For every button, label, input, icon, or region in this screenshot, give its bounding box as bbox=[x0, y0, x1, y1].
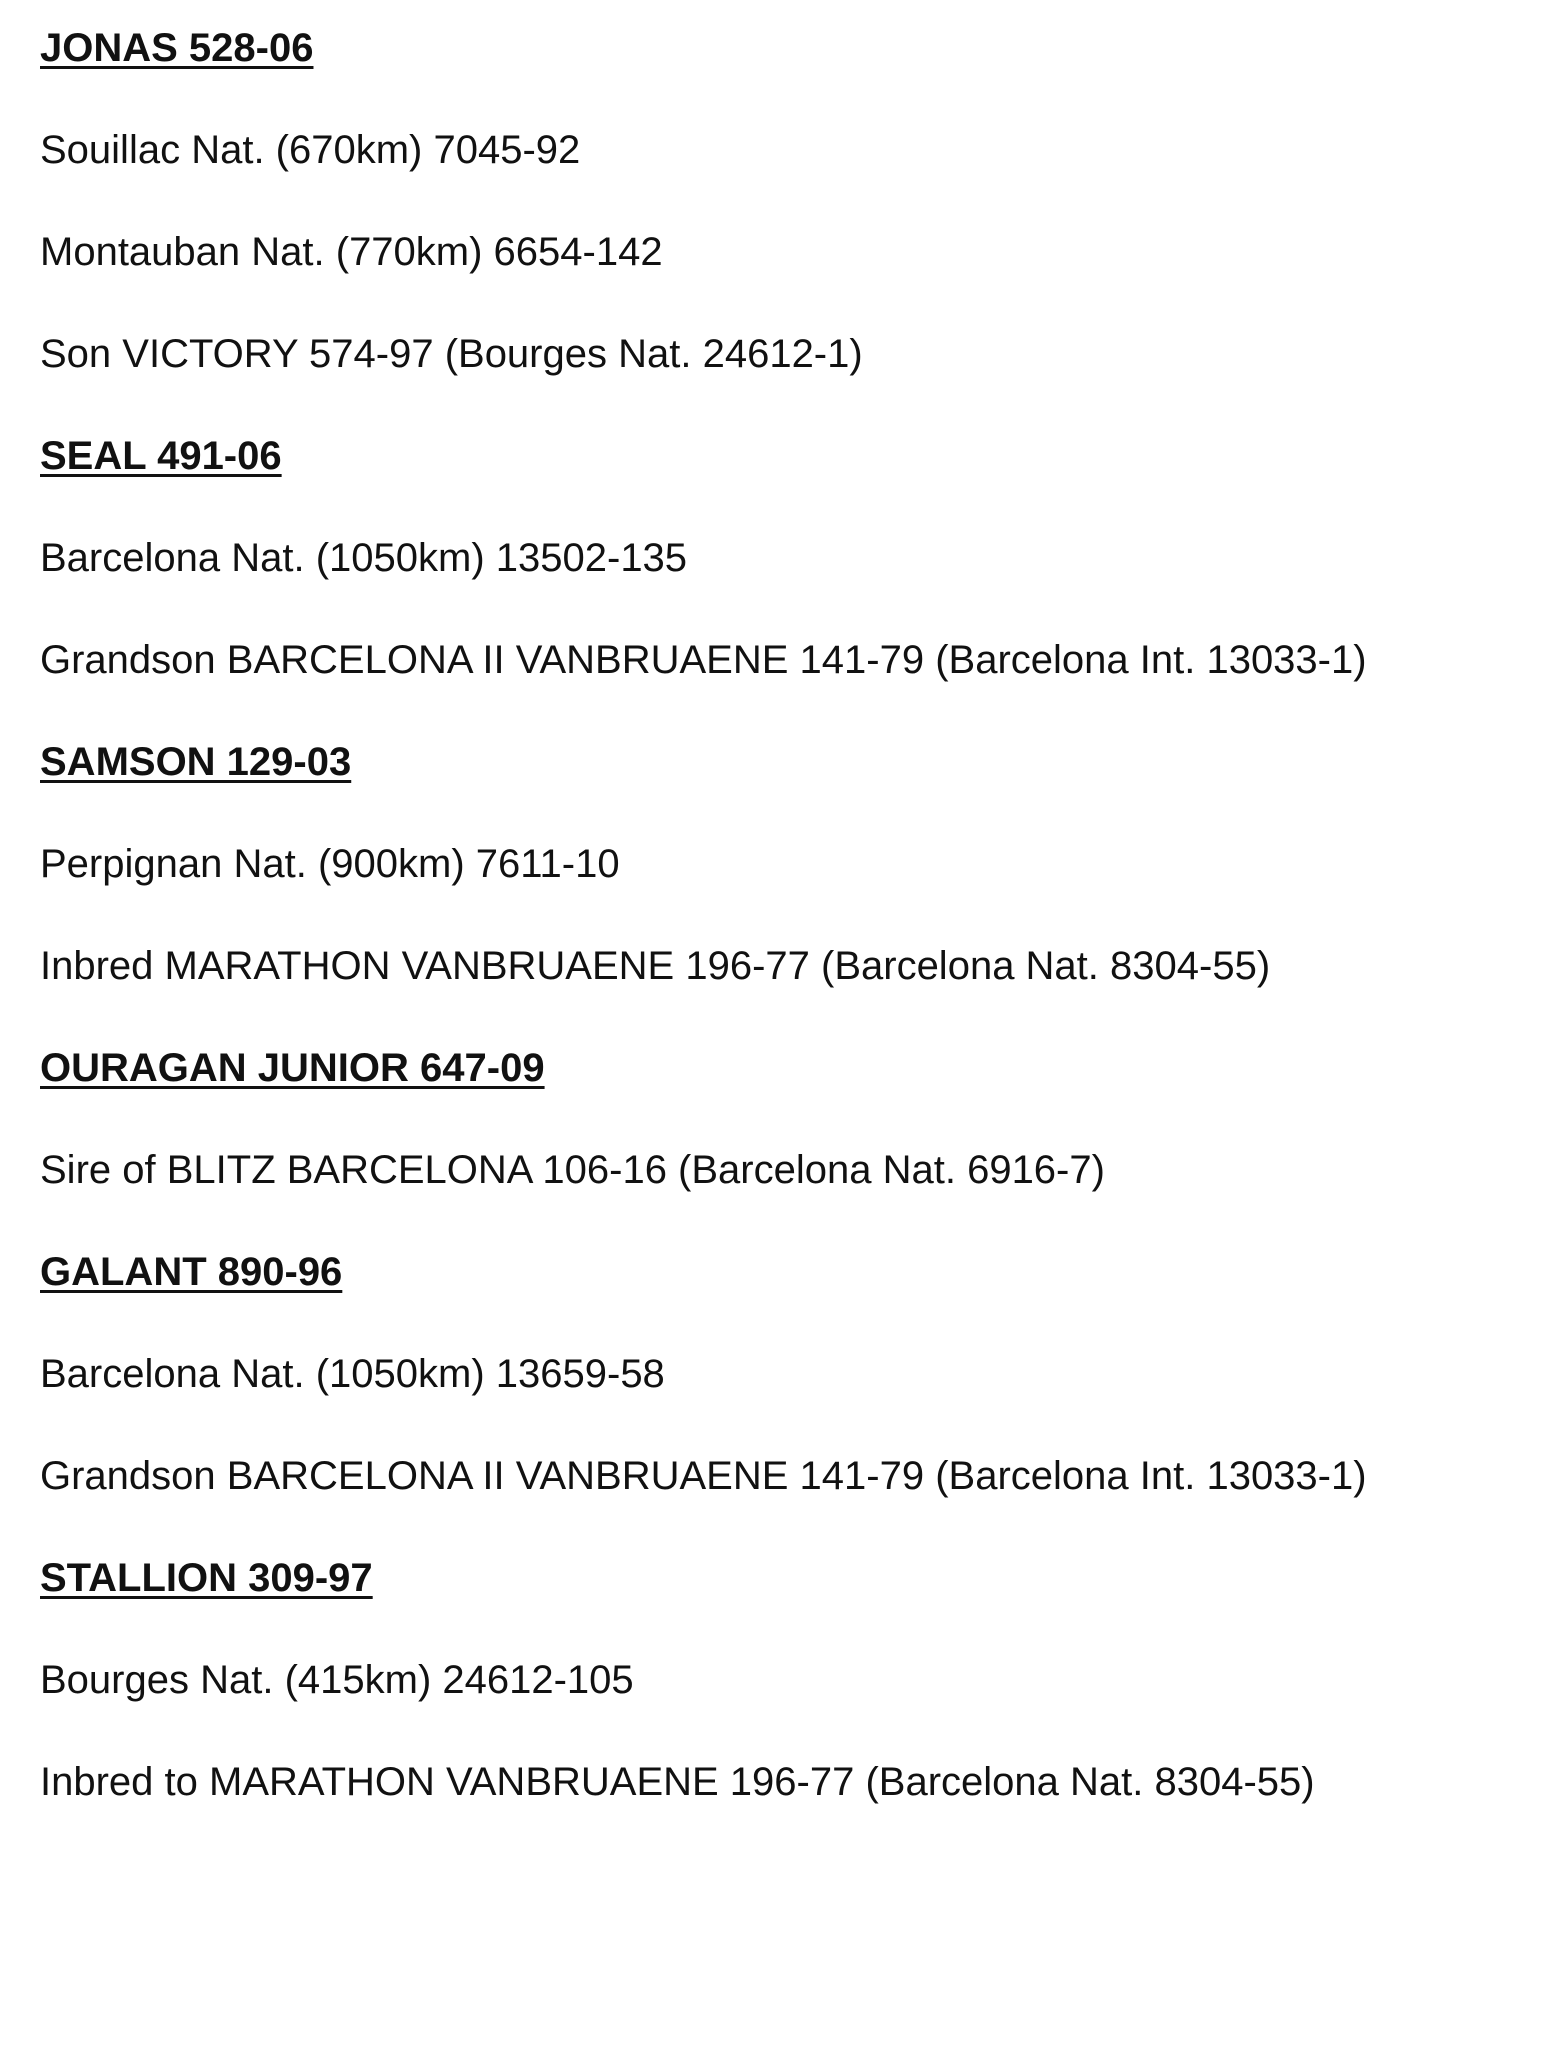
pigeon-heading-galant: GALANT 890-96 bbox=[40, 1250, 343, 1294]
pedigree-line: Son VICTORY 574-97 (Bourges Nat. 24612-1) bbox=[40, 332, 863, 376]
pigeon-heading-seal: SEAL 491-06 bbox=[40, 434, 282, 478]
pigeon-heading-samson: SAMSON 129-03 bbox=[40, 740, 352, 784]
pedigree-line: Grandson BARCELONA II VANBRUAENE 141-79 (Barcelona Int. 13033-1) bbox=[40, 1454, 1367, 1498]
result-line: Barcelona Nat. (1050km) 13502-135 bbox=[40, 536, 688, 580]
pedigree-line: Inbred MARATHON VANBRUAENE 196-77 (Barcelona Nat. 8304-55) bbox=[40, 944, 1271, 988]
result-line: Barcelona Nat. (1050km) 13659-58 bbox=[40, 1352, 665, 1396]
pedigree-line: Sire of BLITZ BARCELONA 106-16 (Barcelona Nat. 6916-7) bbox=[40, 1148, 1105, 1192]
result-line: Perpignan Nat. (900km) 7611-10 bbox=[40, 842, 620, 886]
pigeon-heading-ouragan-junior: OURAGAN JUNIOR 647-09 bbox=[40, 1046, 545, 1090]
pigeon-heading-jonas: JONAS 528-06 bbox=[40, 26, 314, 70]
result-line: Montauban Nat. (770km) 6654-142 bbox=[40, 230, 663, 274]
result-line: Bourges Nat. (415km) 24612-105 bbox=[40, 1658, 634, 1702]
result-line: Souillac Nat. (670km) 7045-92 bbox=[40, 128, 581, 172]
pedigree-line: Inbred to MARATHON VANBRUAENE 196-77 (Barcelona Nat. 8304-55) bbox=[40, 1760, 1315, 1804]
pedigree-line: Grandson BARCELONA II VANBRUAENE 141-79 (Barcelona Int. 13033-1) bbox=[40, 638, 1367, 682]
pigeon-heading-stallion: STALLION 309-97 bbox=[40, 1556, 373, 1600]
